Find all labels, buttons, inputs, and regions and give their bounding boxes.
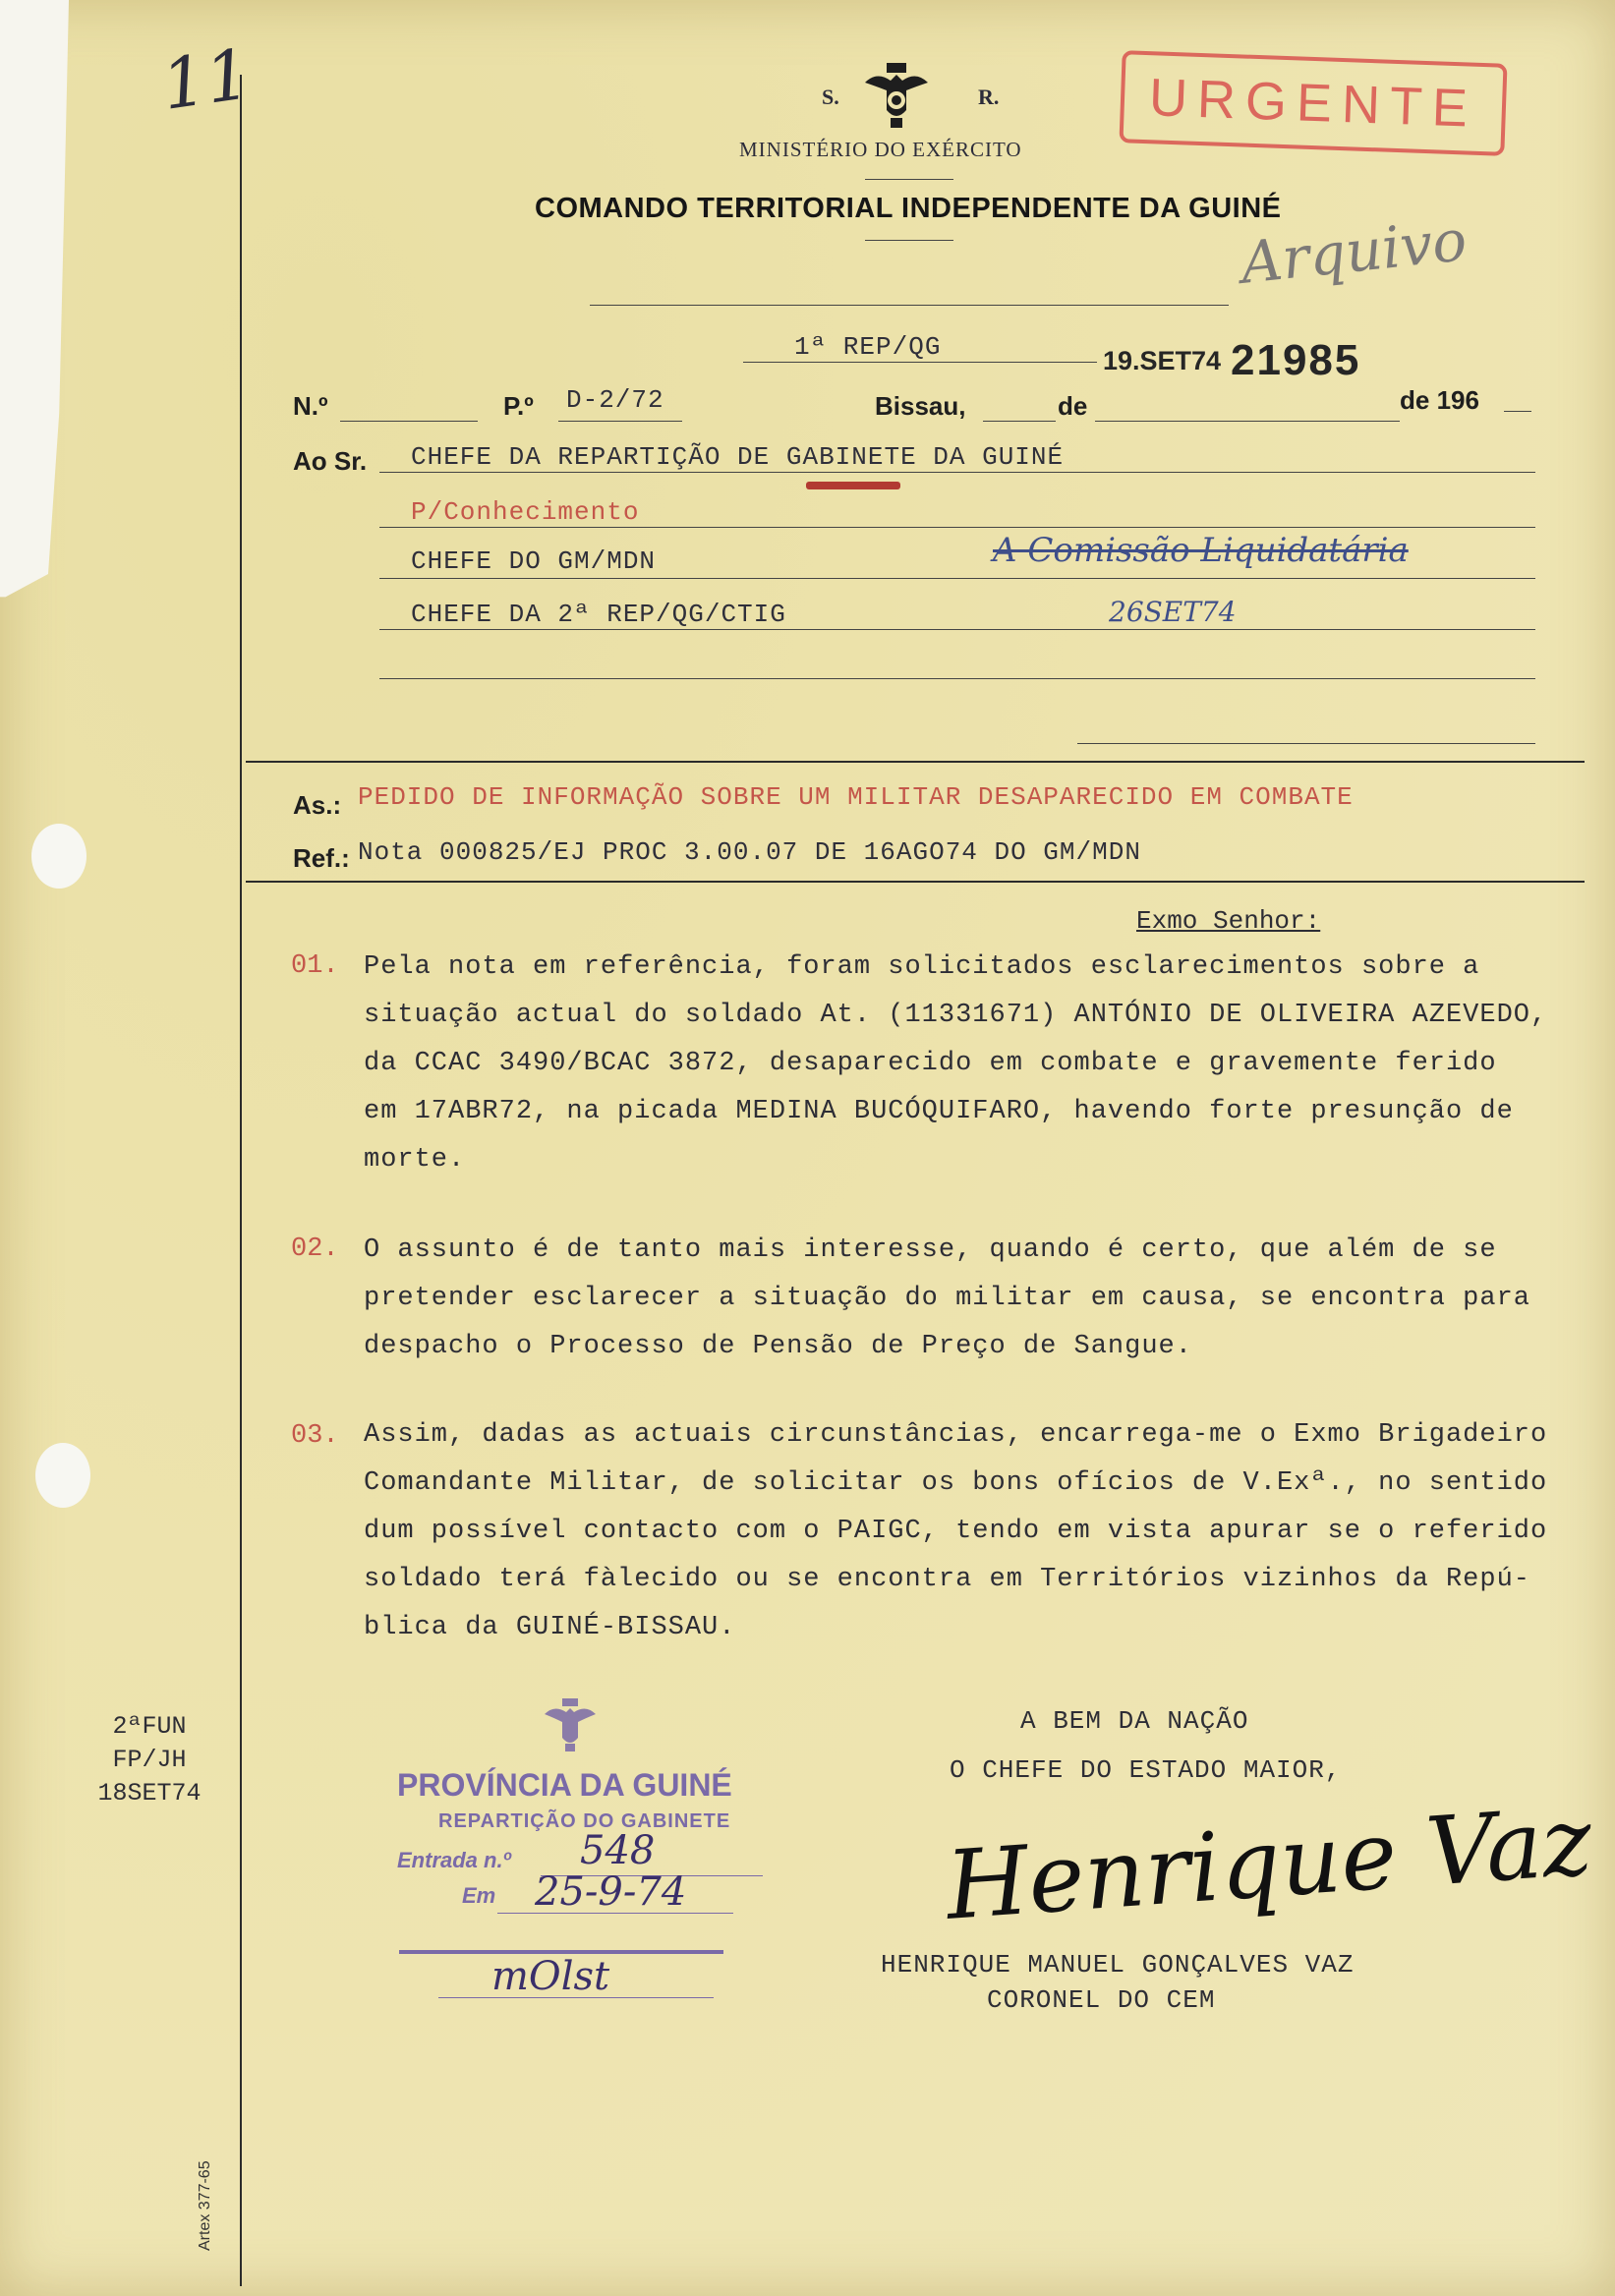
stamp-crest-icon xyxy=(539,1694,602,1757)
urgent-stamp: URGENTE xyxy=(1119,50,1507,156)
stamp-initials-line xyxy=(438,1997,714,1998)
stamp-initials: mOlst xyxy=(491,1954,610,1999)
addressee-line-2 xyxy=(379,527,1535,528)
process-label: P.º xyxy=(503,391,534,421)
stamp-date-value: 25-9-74 xyxy=(535,1869,687,1915)
routing-section: 1ª REP/QG xyxy=(794,332,942,362)
cc2-handwritten-date: 26SET74 xyxy=(1109,596,1237,628)
year-field-line xyxy=(1504,411,1531,412)
subject-text: PEDIDO DE INFORMAÇÃO SOBRE UM MILITAR DESAPARECIDO EM COMBATE xyxy=(358,782,1354,812)
paragraph-line: Assim, dadas as actuais circunstâncias, encarrega-me o Exmo Brigadeiro xyxy=(364,1420,1548,1450)
printer-mark: Artex 377-65 xyxy=(197,2160,213,2251)
signatory-name: HENRIQUE MANUEL GONÇALVES VAZ xyxy=(881,1950,1355,1980)
punch-hole-upper xyxy=(31,824,87,889)
paragraph-line: O assunto é de tanto mais interesse, quando é certo, que além de se xyxy=(364,1235,1497,1265)
month-field-line xyxy=(1095,421,1400,422)
paragraph-number: 01. xyxy=(291,951,339,981)
subject-top-rule xyxy=(246,761,1585,763)
paragraph-line: blica da GUINÉ-BISSAU. xyxy=(364,1613,736,1642)
ministry-underline xyxy=(865,179,953,180)
addressee-label: Ao Sr. xyxy=(293,446,368,476)
paragraph-line: soldado terá fàlecido ou se encontra em Territórios vizinhos da Repú- xyxy=(364,1565,1530,1594)
process-field-line xyxy=(558,421,682,422)
stamp-entry-value: 548 xyxy=(580,1828,656,1873)
margin-note-line: 18SET74 xyxy=(97,1779,202,1808)
stamp-province-title: PROVÍNCIA DA GUINÉ xyxy=(397,1767,732,1803)
subject-bottom-rule xyxy=(246,881,1585,883)
cc-recipient-1: CHEFE DO GM/MDN xyxy=(411,546,657,576)
archive-handwritten-note: Arquivo xyxy=(1238,206,1471,297)
addressee-line-6 xyxy=(1077,743,1535,744)
closing-motto: A BEM DA NAÇÃO xyxy=(1020,1706,1249,1736)
place-label: Bissau, xyxy=(875,391,966,421)
process-value: D-2/72 xyxy=(566,385,664,415)
addressee-line-3 xyxy=(379,578,1535,579)
stamp-date-line xyxy=(497,1913,733,1914)
sr-right: R. xyxy=(978,85,1000,109)
stamp-office-subtitle: REPARTIÇÃO DO GABINETE xyxy=(438,1810,731,1832)
paragraph-line: da CCAC 3490/BCAC 3872, desaparecido em combate e gravemente ferido xyxy=(364,1049,1497,1078)
de-label: de xyxy=(1058,391,1088,421)
signatory-rank: CORONEL DO CEM xyxy=(987,1985,1216,2015)
stamp-date-label: Em xyxy=(462,1883,496,1908)
paragraph-line: Pela nota em referência, foram solicitados esclarecimentos sobre a xyxy=(364,952,1480,982)
paragraph-line: situação actual do soldado At. (11331671) ANTÓNIO DE OLIVEIRA AZEVEDO, xyxy=(364,1001,1548,1030)
subject-label: As.: xyxy=(293,790,342,820)
reference-text: Nota 000825/EJ PROC 3.00.07 DE 16AGO74 DO GM/MDN xyxy=(358,837,1141,867)
paragraph-line: despacho o Processo de Pensão de Preço de Sangue. xyxy=(364,1332,1192,1361)
paragraph-body xyxy=(364,1411,1602,1652)
number-field-line xyxy=(340,421,478,422)
number-label: N.º xyxy=(293,391,328,421)
received-date-stamp: 19.SET74 xyxy=(1103,346,1222,375)
margin-note-line: FP/JH xyxy=(112,1746,187,1774)
paragraph-line: morte. xyxy=(364,1145,466,1175)
torn-edge xyxy=(0,0,69,2296)
addressee-line-5 xyxy=(379,678,1535,679)
ministry-title: MINISTÉRIO DO EXÉRCITO xyxy=(739,138,1022,161)
addressee-line-1 xyxy=(379,472,1535,473)
punch-hole-lower xyxy=(35,1443,90,1508)
coat-of-arms-icon xyxy=(857,57,936,136)
registry-number: 21985 xyxy=(1231,336,1361,384)
paragraph-line: em 17ABR72, na picada MEDINA BUCÓQUIFARO, havendo forte presunção de xyxy=(364,1097,1514,1126)
paragraph-body xyxy=(364,1227,1602,1371)
paragraph-body xyxy=(364,944,1602,1184)
command-title: COMANDO TERRITORIAL INDEPENDENTE DA GUINÉ xyxy=(535,193,1282,224)
paragraph-number: 03. xyxy=(291,1421,339,1451)
marginalia-number: 11 xyxy=(156,33,256,126)
margin-note-line: 2ªFUN xyxy=(112,1712,187,1741)
addressee-main: CHEFE DA REPARTIÇÃO DE GABINETE DA GUINÉ xyxy=(411,442,1065,472)
day-field-line xyxy=(983,421,1056,422)
closing-title: O CHEFE DO ESTADO MAIOR, xyxy=(950,1755,1342,1785)
year-label: de 196 xyxy=(1400,385,1479,415)
for-info-label: P/Conhecimento xyxy=(411,497,640,527)
routing-underline xyxy=(743,362,1097,363)
cc1-handwritten-note: A Comissão Liquidatária xyxy=(993,531,1409,570)
margin-note xyxy=(81,1710,218,1810)
left-border-line xyxy=(240,75,242,2286)
salutation: Exmo Senhor: xyxy=(1136,906,1321,936)
addressee-line-4 xyxy=(379,629,1535,630)
sr-left: S. xyxy=(822,85,839,109)
stamp-entry-label: Entrada n.º xyxy=(397,1848,511,1872)
paragraph-line: Comandante Militar, de solicitar os bons ofícios de V.Exª., no sentido xyxy=(364,1468,1548,1498)
command-underline xyxy=(865,240,953,241)
paragraph-number: 02. xyxy=(291,1234,339,1264)
redaction-mark xyxy=(806,482,900,489)
paragraph-line: pretender esclarecer a situação do militar em causa, se encontra para xyxy=(364,1284,1530,1313)
cc-recipient-2: CHEFE DA 2ª REP/QG/CTIG xyxy=(411,600,786,629)
paragraph-line: dum possível contacto com o PAIGC, tendo em vista apurar se o referido xyxy=(364,1517,1548,1546)
header-blank-line xyxy=(590,305,1229,306)
signature: Henrique Vaz xyxy=(942,1786,1595,1941)
reference-label: Ref.: xyxy=(293,843,350,873)
